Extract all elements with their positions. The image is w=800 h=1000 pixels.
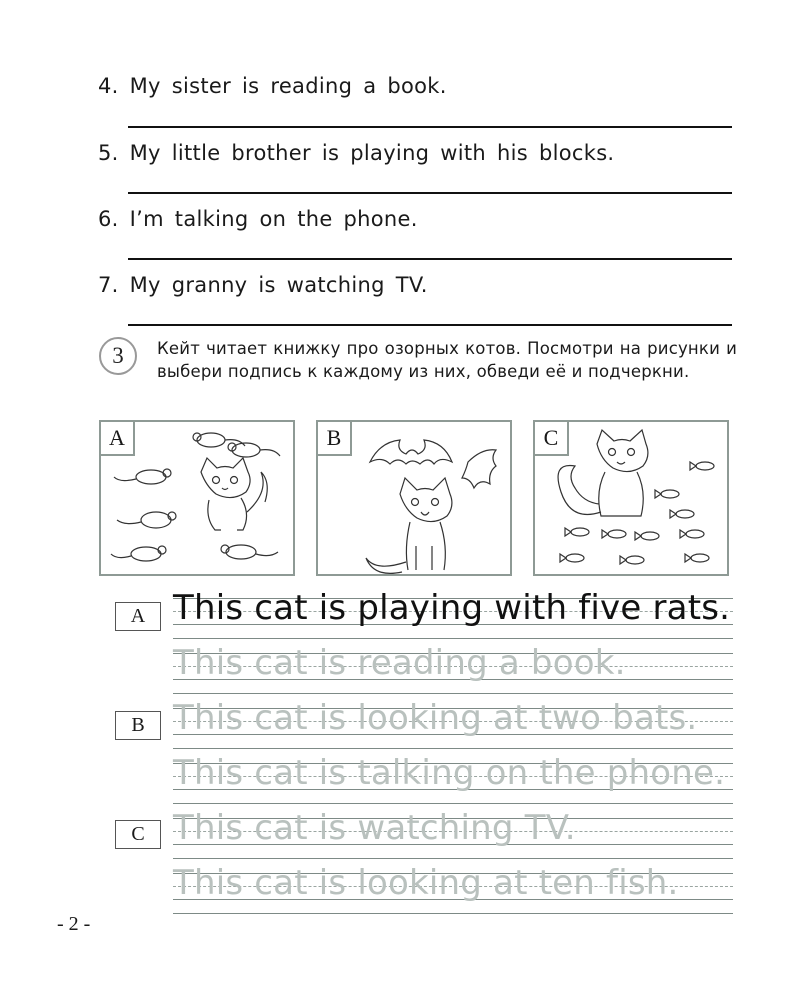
option-box-a[interactable]: A: [115, 602, 161, 631]
answer-line-7[interactable]: [128, 324, 732, 326]
fish-icon: [620, 556, 644, 564]
cat-icon: [366, 478, 452, 573]
fish-icon: [685, 554, 709, 562]
sentence-7: 7. My granny is watching TV.: [98, 273, 428, 297]
fish-icon: [635, 532, 659, 540]
picture-label-b: B: [318, 422, 352, 456]
fish-icon: [690, 462, 714, 470]
exercise-instruction: Кейт читает книжку про озорных котов. Посмотри на рисунки и выбери подпись к каждому из них, обведи её и подчеркни.: [157, 339, 737, 381]
bat-icon: [462, 450, 496, 488]
answer-line-6[interactable]: [128, 258, 732, 260]
caption-line-6[interactable]: [173, 863, 733, 913]
caption-text-6: This cat is looking at ten fish.: [173, 863, 679, 903]
option-box-c[interactable]: C: [115, 820, 161, 849]
rat-icon: [221, 545, 278, 559]
sentence-4: 4. My sister is reading a book.: [98, 74, 447, 98]
page-number: - 2 -: [57, 913, 91, 935]
picture-b: [316, 420, 512, 576]
caption-text-5: This cat is watching TV.: [173, 808, 576, 848]
fish-icon: [560, 554, 584, 562]
rat-icon: [117, 512, 176, 528]
cat-icon: [201, 458, 267, 530]
sentence-6: 6. I’m talking on the phone.: [98, 207, 418, 231]
rat-icon: [114, 469, 171, 484]
caption-line-1[interactable]: [173, 588, 733, 638]
caption-text-2: This cat is reading a book.: [173, 643, 626, 683]
picture-a: [99, 420, 295, 576]
bat-icon: [370, 440, 452, 464]
fish-icon: [565, 528, 589, 536]
sentence-5: 5. My little brother is playing with his blocks.: [98, 141, 615, 165]
fish-icon: [602, 530, 626, 538]
picture-c: [533, 420, 729, 576]
answer-line-5[interactable]: [128, 192, 732, 194]
caption-line-5[interactable]: [173, 808, 733, 858]
fish-icon: [680, 530, 704, 538]
caption-text-3: This cat is looking at two bats.: [173, 698, 698, 738]
fish-icon: [655, 490, 679, 498]
caption-text-1: This cat is playing with five rats.: [173, 588, 731, 628]
caption-line-3[interactable]: [173, 698, 733, 748]
caption-text-4: This cat is talking on the phone.: [173, 753, 726, 793]
exercise-number-badge: 3: [99, 337, 137, 375]
caption-line-2[interactable]: [173, 643, 733, 693]
fish-icon: [670, 510, 694, 518]
caption-line-4[interactable]: [173, 753, 733, 803]
cat-icon: [558, 430, 648, 516]
picture-label-a: A: [101, 422, 135, 456]
rat-icon: [228, 443, 280, 457]
picture-label-c: C: [535, 422, 569, 456]
answer-line-4[interactable]: [128, 126, 732, 128]
option-box-b[interactable]: B: [115, 711, 161, 740]
rat-icon: [111, 546, 166, 561]
